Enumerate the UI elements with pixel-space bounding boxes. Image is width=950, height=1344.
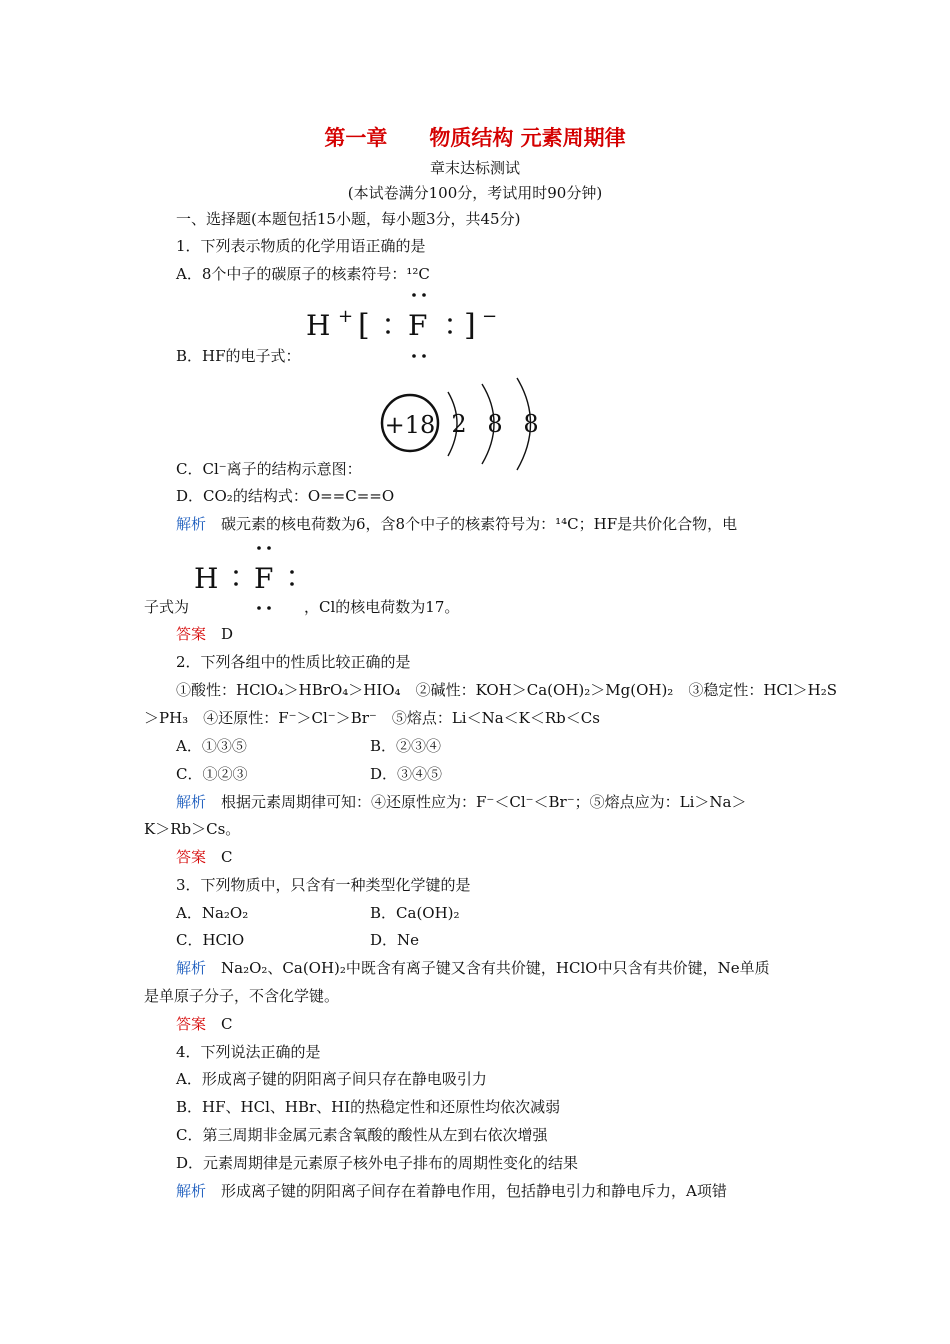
cl-shell-3: 8: [523, 410, 539, 438]
q2-analysis: 解析 根据元素周期律可知：④还原性应为：F⁻＜Cl⁻＜Br⁻；⑤熔点应为：Li＞Na＞: [176, 793, 747, 811]
q2-stem: 2．下列各组中的性质比较正确的是: [176, 653, 411, 671]
q3-option-b: B．Ca(OH)₂: [370, 904, 460, 922]
cl-ion-structure-diagram: [374, 374, 554, 472]
answer-label: 答案: [176, 1015, 207, 1033]
q4-option-c: C．第三周期非金属元素含氧酸的酸性从左到右依次增强: [176, 1126, 548, 1144]
q2-analysis-line2: K＞Rb＞Cs。: [144, 820, 241, 838]
q2-option-c: C．①②③: [176, 765, 248, 783]
hf-left-bracket: [: [358, 308, 370, 343]
analysis-label: 解析: [176, 515, 207, 533]
exam-note: (本试卷满分100分，考试用时90分钟): [347, 184, 603, 202]
cl-shell-2: 8: [487, 410, 503, 438]
hf-h-symbol: H: [306, 309, 331, 342]
q2-option-b: B．②③④: [370, 737, 442, 755]
q2-option-a: A．①③⑤: [176, 737, 247, 755]
q1-stem: 1．下列表示物质的化学用语正确的是: [176, 237, 426, 255]
hf-covalent-electron-formula: [192, 540, 312, 614]
q1-analysis-line2a: 子式为: [144, 598, 190, 616]
q1-analysis-line2b: ，Cl的核电荷数为17。: [304, 598, 460, 616]
cl-nucleus-label: +18: [384, 411, 436, 439]
q3-option-d: D．Ne: [370, 931, 420, 949]
q2-answer: 答案 C: [176, 848, 233, 866]
q4-option-d: D．元素周期律是元素原子核外电子排布的周期性变化的结果: [176, 1154, 579, 1172]
answer-label: 答案: [176, 848, 207, 866]
hf-plus-sign: +: [338, 306, 354, 327]
hf2-h-symbol: H: [194, 562, 219, 595]
analysis-label: 解析: [176, 959, 207, 977]
q3-option-a: A．Na₂O₂: [176, 904, 249, 922]
chapter-title: 第一章 物质结构 元素周期律: [324, 125, 626, 150]
q1-analysis: [176, 514, 737, 534]
q4-option-a: A．形成离子键的阴阳离子间只存在静电吸引力: [176, 1070, 487, 1088]
q3-analysis-line2: 是单原子分子，不含化学键。: [144, 987, 340, 1005]
section-heading: 一、选择题(本题包括15小题，每小题3分，共45分): [176, 210, 521, 228]
q1-answer: 答案 D: [176, 625, 234, 643]
analysis-label: 解析: [176, 1182, 207, 1200]
hf-right-bracket: ]: [464, 308, 476, 343]
q3-answer: 答案 C: [176, 1015, 233, 1033]
hf-minus-sign: −: [482, 306, 498, 327]
q4-stem: 4．下列说法正确的是: [176, 1043, 321, 1061]
q1-option-a: A．8个中子的碳原子的核素符号：¹²C: [176, 265, 430, 283]
cl-shell-1: 2: [451, 410, 467, 438]
analysis-label: 解析: [176, 793, 207, 811]
q3-stem: 3．下列物质中，只含有一种类型化学键的是: [176, 876, 471, 894]
q4-analysis: 解析 形成离子键的阴阳离子间存在着静电作用，包括静电引力和静电斥力，A项错: [176, 1182, 727, 1200]
q1-option-b: B．HF的电子式：: [176, 347, 301, 365]
q2-items-line2: ＞PH₃ ④还原性：F⁻＞Cl⁻＞Br⁻ ⑤熔点：Li＜Na＜K＜Rb＜Cs: [144, 709, 600, 727]
q1-option-d: D．CO₂的结构式：O==C==O: [176, 487, 395, 505]
hf-f-symbol: F: [408, 309, 428, 342]
q3-analysis: 解析 Na₂O₂、Ca(OH)₂中既含有离子键又含有共价键，HClO中只含有共价键，Ne单质: [176, 959, 770, 977]
subtitle: 章末达标测试: [429, 159, 520, 177]
q2-option-d: D．③④⑤: [370, 765, 443, 783]
q1-option-c: C．Cl⁻离子的结构示意图：: [176, 460, 362, 478]
hf-ionic-electron-formula: [300, 288, 510, 364]
q2-items-line1: ①酸性：HClO₄＞HBrO₄＞HIO₄ ②碱性：KOH＞Ca(OH)₂＞Mg(OH)₂ ③稳定性：HCl＞H₂S: [176, 681, 838, 699]
q4-option-b: B．HF、HCl、HBr、HI的热稳定性和还原性均依次减弱: [176, 1098, 561, 1116]
answer-label: 答案: [176, 625, 207, 643]
q3-option-c: C．HClO: [176, 931, 245, 949]
hf2-f-symbol: F: [254, 562, 274, 595]
q1-analysis-text: 碳元素的核电荷数为6，含8个中子的核素符号为：¹⁴C；HF是共价化合物，电: [206, 515, 738, 533]
